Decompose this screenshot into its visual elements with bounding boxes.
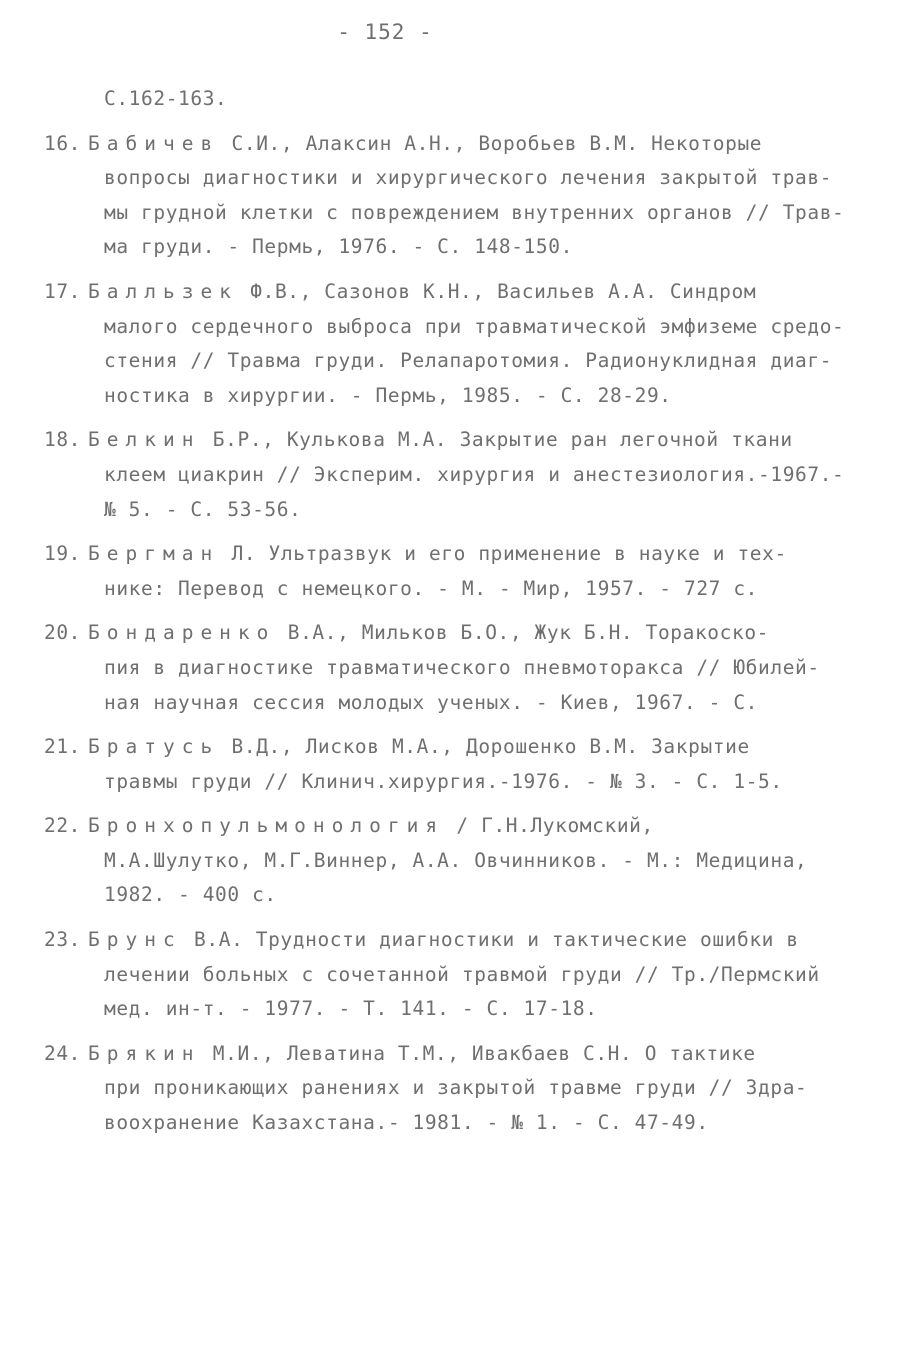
entry-gap bbox=[44, 265, 864, 275]
entry-first-line bbox=[44, 127, 864, 162]
entry-text: С.И., Алаксин А.Н., Воробьев В.М. Некоторые bbox=[231, 131, 763, 155]
entry-gap bbox=[44, 1027, 864, 1037]
entry-first-line bbox=[44, 275, 864, 310]
entry-continuation-line: травмы груди // Клинич.хирургия.-1976. - № 3. - С. 1-5. bbox=[104, 769, 783, 793]
bibliography-entry bbox=[44, 275, 864, 413]
entry-gap bbox=[44, 799, 864, 809]
entry-author: Брунс bbox=[88, 928, 182, 952]
entry-continuation-line: малого сердечного выброса при травматической эмфиземе средо- bbox=[104, 314, 845, 338]
entry-text: В.Д., Лисков М.А., Дорошенко В.М. Закрытие bbox=[231, 735, 750, 759]
entry-author: Брякин bbox=[88, 1041, 201, 1065]
entry-number: 24. bbox=[44, 1041, 82, 1065]
entry-number: 23. bbox=[44, 928, 82, 952]
entry-continuation-line: лечении больных с сочетанной травмой груди // Тр./Пермский bbox=[104, 962, 820, 986]
entry-continuation-line: мед. ин-т. - 1977. - Т. 141. - С. 17-18. bbox=[104, 997, 598, 1021]
entry-text: В.А. Трудности диагностики и тактические ошибки в bbox=[194, 928, 799, 952]
bibliography-entry bbox=[44, 1037, 864, 1141]
entries-container bbox=[44, 117, 864, 1141]
entry-author: Бергман bbox=[88, 542, 220, 566]
entry-first-line bbox=[44, 1037, 864, 1072]
entry-continuation-line: мы грудной клетки с повреждением внутренних органов // Трав- bbox=[104, 200, 845, 224]
entry-continuation-line: 1982. - 400 с. bbox=[104, 883, 277, 907]
bibliography-entry bbox=[44, 127, 864, 265]
entry-first-line bbox=[44, 423, 864, 458]
bibliography-entry bbox=[44, 537, 864, 606]
entry-first-line bbox=[44, 730, 864, 765]
entry-first-line bbox=[44, 923, 864, 958]
bibliography-entry bbox=[44, 923, 864, 1027]
entry-continuation-line: М.А.Шулутко, М.Г.Виннер, А.А. Овчинников. - М.: Медицина, bbox=[104, 848, 808, 872]
entry-continuation-line: воохранение Казахстана.- 1981. - № 1. - С. 47-49. bbox=[104, 1111, 709, 1135]
entry-continuation-line: ма груди. - Пермь, 1976. - С. 148-150. bbox=[104, 235, 573, 259]
entry-first-line bbox=[44, 537, 864, 572]
bibliography-entry bbox=[44, 730, 864, 799]
entry-author: Бронхопульмонология bbox=[88, 814, 445, 838]
entry-continuation-line: клеем циакрин // Эксперим. хирургия и анестезиология.-1967.- bbox=[104, 462, 845, 486]
page-number: - 152 - bbox=[337, 20, 433, 44]
entry-continuation-line: пия в диагностике травматического пневмоторакса // Юбилей- bbox=[104, 655, 820, 679]
bibliography-entry bbox=[44, 809, 864, 913]
entry-continuation-line: ностика в хирургии. - Пермь, 1985. - С. 28-29. bbox=[104, 383, 672, 407]
entry-text: Б.Р., Кулькова М.А. Закрытие ран легочной ткани bbox=[212, 428, 793, 452]
entry-gap bbox=[44, 527, 864, 537]
entry-gap bbox=[44, 720, 864, 730]
entry-text: Ф.В., Сазонов К.Н., Васильев А.А. Синдром bbox=[250, 279, 757, 303]
entry-number: 18. bbox=[44, 428, 82, 452]
bibliography-entry bbox=[44, 616, 864, 720]
bibliography-list bbox=[44, 82, 864, 1141]
entry-gap bbox=[44, 913, 864, 923]
entry-author: Белкин bbox=[88, 428, 201, 452]
entry-first-line bbox=[44, 809, 864, 844]
entry-text: В.А., Мильков Б.О., Жук Б.Н. Торакоско- bbox=[287, 621, 770, 645]
entry-gap bbox=[44, 117, 864, 127]
bibliography-entry bbox=[44, 423, 864, 527]
entry-gap bbox=[44, 413, 864, 423]
entry-continuation-line: при проникающих ранениях и закрытой травме груди // Здра- bbox=[104, 1076, 808, 1100]
entry-text: Л. Ультразвук и его применение в науке и тех- bbox=[231, 542, 787, 566]
entry-author: Бабичев bbox=[88, 131, 220, 155]
entry-author: Бондаренко bbox=[88, 621, 276, 645]
entry-author: Братусь bbox=[88, 735, 220, 759]
entry-number: 16. bbox=[44, 131, 82, 155]
entry-number: 22. bbox=[44, 814, 82, 838]
entry-number: 17. bbox=[44, 279, 82, 303]
entry-first-line bbox=[44, 616, 864, 651]
entry-gap bbox=[44, 606, 864, 616]
entry-continuation-line: стения // Травма груди. Релапаротомия. Радионуклидная диаг- bbox=[104, 349, 833, 373]
entry-continuation-line: ная научная сессия молодых ученых. - Киев, 1967. - С. bbox=[104, 690, 759, 714]
entry-continuation-line: № 5. - С. 53-56. bbox=[104, 497, 302, 521]
entry-text: / Г.Н.Лукомский, bbox=[456, 814, 654, 838]
continued-line: С.162-163. bbox=[104, 87, 228, 110]
entry-text: М.И., Леватина Т.М., Ивакбаев С.Н. О тактике bbox=[212, 1041, 756, 1065]
entry-author: Балльзек bbox=[88, 279, 238, 303]
entry-number: 20. bbox=[44, 621, 82, 645]
entry-continuation-line: нике: Перевод с немецкого. - М. - Мир, 1957. - 727 с. bbox=[104, 576, 759, 600]
entry-number: 21. bbox=[44, 735, 82, 759]
entry-number: 19. bbox=[44, 542, 82, 566]
entry-continuation-line: вопросы диагностики и хирургического лечения закрытой трав- bbox=[104, 166, 833, 190]
